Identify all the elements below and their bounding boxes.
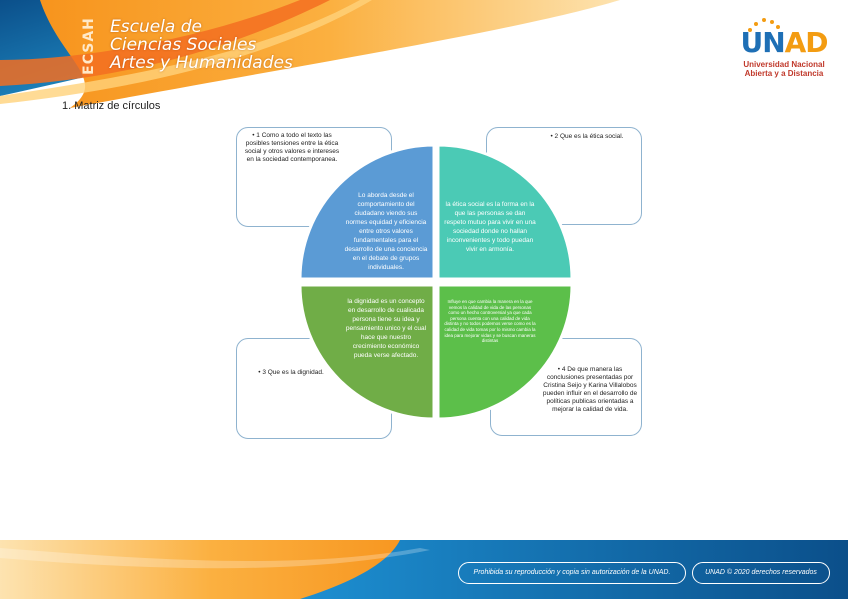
- section-heading: 1. Matriz de círculos: [62, 100, 161, 112]
- box-bottom-right-text: • 4 De que manera las conclusiones presentadas por Cristina Seijo y Karina Villalobos pueden influir en el desarrollo de políticas publicas orientadas a mejorar la calidad de vida.: [542, 366, 638, 413]
- footer-notice: Prohibida su reproducción y copia sin autorización de la UNAD.: [458, 562, 686, 584]
- logo-line-2: Abierta y a Distancia: [744, 69, 824, 78]
- ecsah-vertical-label: ECSAH: [81, 17, 97, 75]
- school-line-2: Ciencias Sociales: [110, 35, 257, 55]
- box-bottom-left-text: • 3 Que es la dignidad.: [258, 369, 324, 376]
- quadrant-bottom-right-text: Influye en que cambia la manera en la que vemos la calidad de vida de las personas como un hecho controversial ya que cada persona cuenta con una calidad de vida distinta y no todos podemos verse como es la calidad de vida tomas por lo mismo cambia la idea para mejorar vidas y se buscan maneras distintas: [444, 299, 536, 344]
- box-top-left-text: • 1 Como a todo el texto las posibles tensiones entre la ética social y otros valores e intereses en la sociedad contemporanea.: [244, 132, 340, 163]
- footer-copyright: UNAD © 2020 derechos reservados: [692, 562, 830, 584]
- footer-notices: [458, 562, 830, 584]
- box-top-right-text: • 2 Que es la ética social.: [550, 133, 624, 140]
- school-line-3: Artes y Humanidades: [110, 53, 293, 73]
- quadrant-bottom-left-text: la dignidad es un concepto en desarrollo de cualicada persona tiene su idea y pensamiento unico y el cual hace que nuestro crecimiento económico pueda verse afectado.: [345, 298, 427, 359]
- quadrant-top-right-text: la ética social es la forma en la que las personas se dan respeto mutuo para vivir en una sociedad donde no hallan inconvenientes y todo puedan vivir en armonía.: [444, 201, 536, 253]
- logo-wordmark: UNAD: [740, 26, 828, 59]
- school-line-1: Escuela de: [110, 17, 202, 37]
- quadrant-top-left-text: Lo aborda desde el comportamiento del ciudadano viendo sus normes equidad y eficiencia entre otros valores fundamentales para el desarrollo de una conciencia en el debate de grupos individuales.: [344, 192, 428, 271]
- logo-line-1: Universidad Nacional: [743, 60, 825, 69]
